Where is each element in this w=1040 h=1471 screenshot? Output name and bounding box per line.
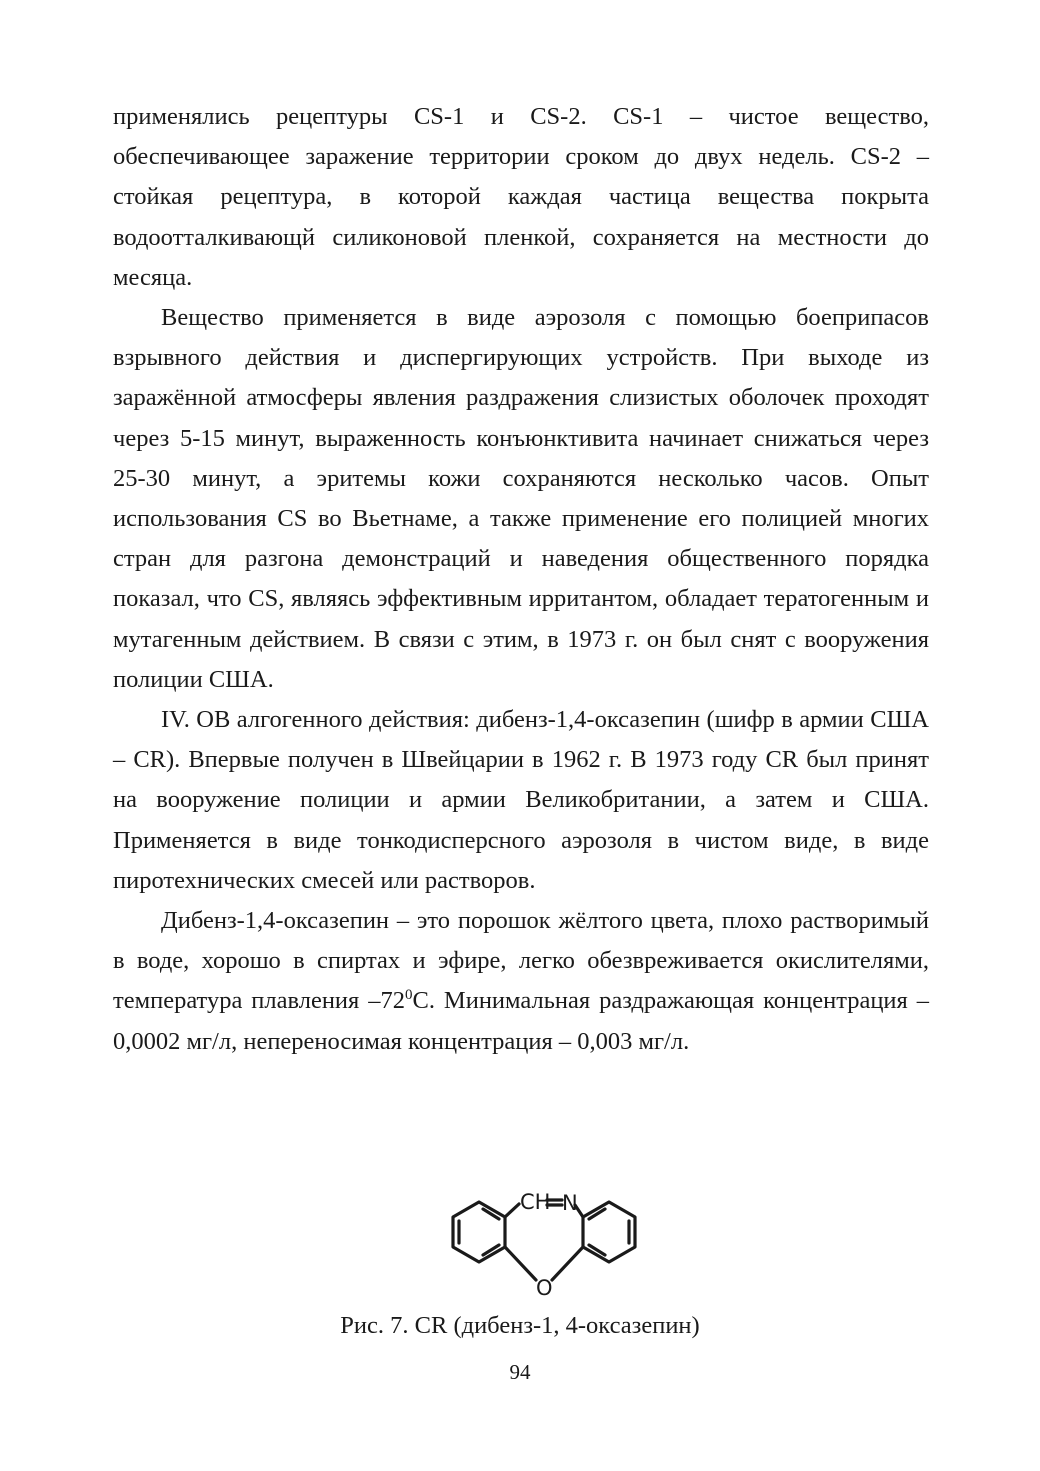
bond-ring-to-ch — [505, 1204, 519, 1217]
right-benzene-ring — [583, 1202, 635, 1262]
cr-structure-diagram — [435, 1188, 657, 1306]
atom-label-n: N — [562, 1191, 578, 1215]
paragraph-4-text-b: С. Минимальная раздражающая концентрация – 0,0002 мг/л, непереносимая концентрация – 0,003 мг/л. — [113, 987, 930, 1055]
paragraph-4-text-a: Дибенз-1,4-оксазепин – это порошок жёлтого цвета, плохо растворимый в воде, хорошо в спиртах и эфире, легко обезвреживается окислителями, температура плавления –72 — [113, 907, 929, 1015]
atom-label-ch: CH — [520, 1190, 551, 1214]
page-number: 94 — [509, 1360, 531, 1384]
left-benzene-ring — [453, 1202, 505, 1262]
bond-ring-to-o-left — [505, 1247, 536, 1280]
page-body — [113, 97, 929, 1062]
degree-superscript: 0 — [405, 987, 413, 1004]
bond-o-to-ring-right — [552, 1247, 583, 1280]
paragraph-1: применялись рецептуры CS-1 и CS-2. CS-1 – чистое вещество, обеспечивающее заражение территории сроком до двух недель. CS-2 – стойкая рецептура, в которой каждая частица вещества покрыта водоотталкивающй силиконовой пленкой, сохраняется на местности до месяца. — [113, 103, 929, 291]
paragraph-2: Вещество применяется в виде аэрозоля с помощью боеприпасов взрывного действия и диспергирующих устройств. При выходе из заражённой атмосферы явления раздражения слизистых оболочек проходят через 5-15 минут, выраженность конъюнктивита начинает снижаться через 25-30 минут, а эритемы кожи сохраняются несколько часов. Опыт использования CS во Вьетнаме, а также применение его полицией многих стран для разгона демонстраций и наведения общественного порядка показал, что CS, являясь эффективным ирритантом, обладает тератогенным и мутагенным действием. В связи с этим, в 1973 г. он был снят с вооружения полиции США. — [113, 304, 929, 693]
figure-caption: Рис. 7. CR (дибенз-1, 4-оксазепин) — [340, 1312, 700, 1339]
paragraph-3: IV. ОВ алгогенного действия: дибенз-1,4-оксазепин (шифр в армии США – CR). Впервые получен в Швейцарии в 1962 г. В 1973 году CR был принят на вооружение полиции и армии Великобритании, а затем и США. Применяется в виде тонкодисперсного аэрозоля в чистом виде, в виде пиротехнических смесей или растворов. — [113, 706, 929, 894]
paragraph-4 — [113, 901, 929, 1062]
atom-label-o: O — [536, 1276, 553, 1300]
